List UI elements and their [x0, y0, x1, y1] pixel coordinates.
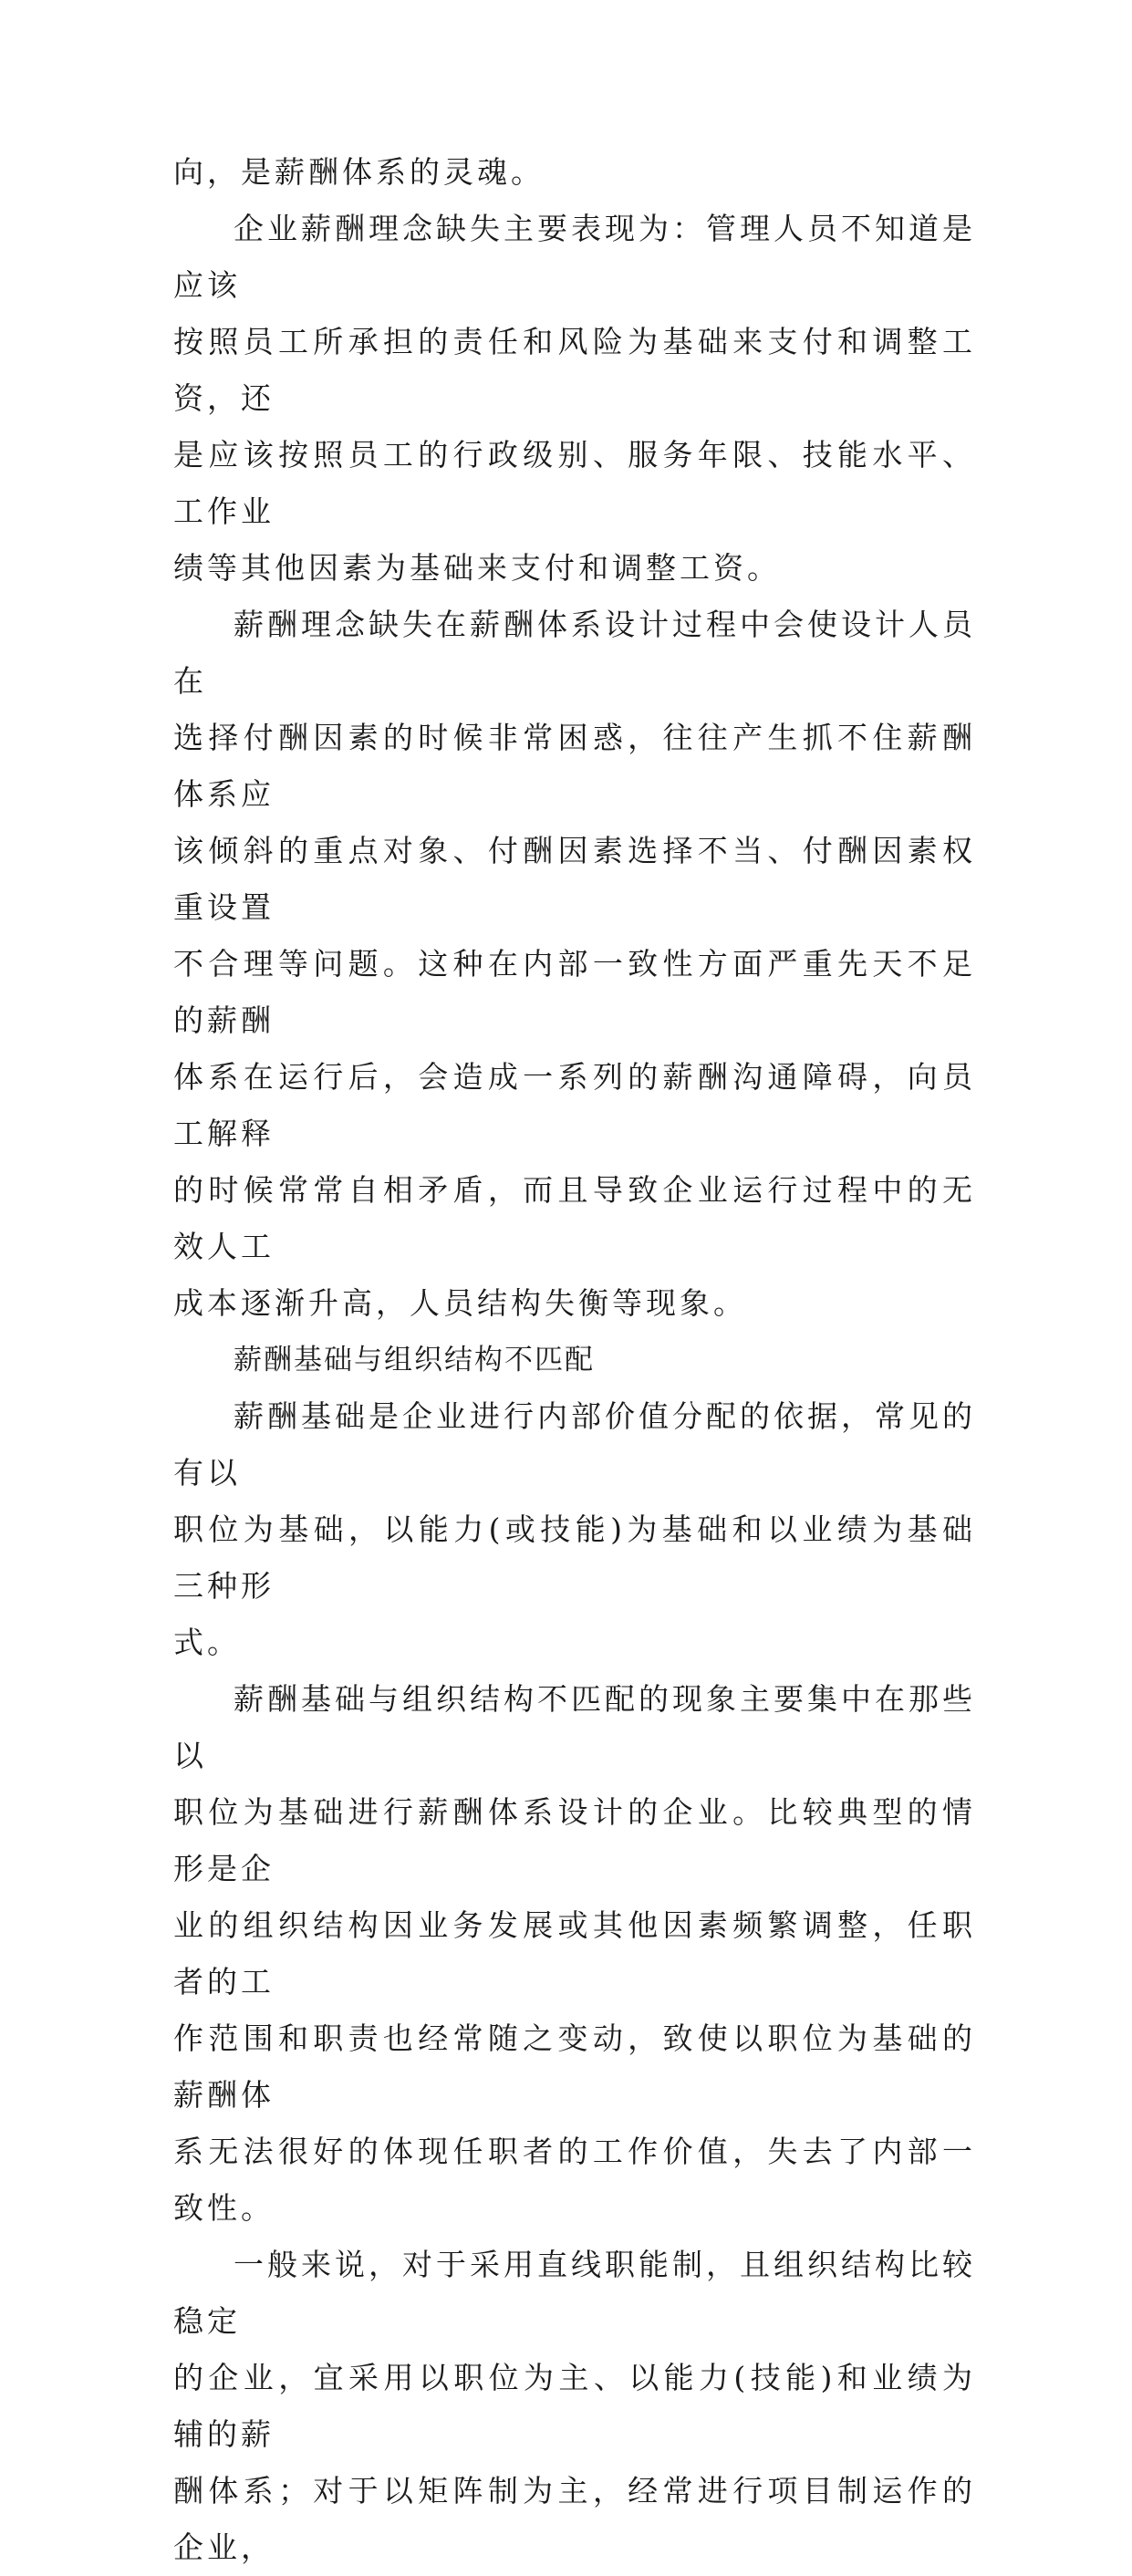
text-line: 的时候常常自相矛盾，而且导致企业运行过程中的无效人工 [173, 1172, 976, 1264]
section-heading [173, 1332, 976, 1388]
text-line: 系无法很好的体现任职者的工作价值，失去了内部一致性。 [173, 2134, 976, 2226]
paragraph [173, 201, 976, 597]
paragraph [173, 597, 976, 1332]
text-line: 薪酬基础与组织结构不匹配 [234, 1344, 595, 1376]
paragraph [173, 2237, 976, 2576]
text-line: 的企业，宜采用以职位为主、以能力(技能)和业绩为辅的薪 [173, 2360, 976, 2452]
document-body [173, 144, 976, 2576]
paragraph [173, 1388, 976, 1671]
text-line: 薪酬基础是企业进行内部价值分配的依据，常见的有以 [173, 1398, 976, 1491]
text-line: 选择付酬因素的时候非常困惑，往往产生抓不住薪酬体系应 [173, 720, 976, 812]
text-line: 不合理等问题。这种在内部一致性方面严重先天不足的薪酬 [173, 946, 976, 1038]
text-line: 向，是薪酬体系的灵魂。 [173, 154, 545, 190]
text-line: 该倾斜的重点对象、付酬因素选择不当、付酬因素权重设置 [173, 833, 976, 925]
paragraph [173, 1671, 976, 2237]
text-line: 绩等其他因素为基础来支付和调整工资。 [173, 550, 781, 586]
text-line: 作范围和职责也经常随之变动，致使以职位为基础的薪酬体 [173, 2020, 976, 2113]
text-line: 薪酬理念缺失在薪酬体系设计过程中会使设计人员在 [173, 607, 976, 699]
text-line: 式。 [173, 1625, 241, 1660]
text-line: 业的组织结构因业务发展或其他因素频繁调整，任职者的工 [173, 1907, 976, 2000]
text-line: 酬体系；对于以矩阵制为主，经常进行项目制运作的企业， [173, 2473, 976, 2565]
text-line: 体系在运行后，会造成一系列的薪酬沟通障碍，向员工解释 [173, 1059, 976, 1151]
text-line: 成本逐渐升高，人员结构失衡等现象。 [173, 1285, 747, 1321]
paragraph [173, 144, 976, 201]
text-line: 职位为基础，以能力(或技能)为基础和以业绩为基础三种形 [173, 1511, 976, 1604]
text-line: 一般来说，对于采用直线职能制，且组织结构比较稳定 [173, 2247, 976, 2339]
text-line: 职位为基础进行薪酬体系设计的企业。比较典型的情形是企 [173, 1794, 976, 1886]
text-line: 薪酬基础与组织结构不匹配的现象主要集中在那些以 [173, 1681, 976, 1773]
text-line: 企业薪酬理念缺失主要表现为：管理人员不知道是应该 [173, 211, 976, 303]
text-line: 按照员工所承担的责任和风险为基础来支付和调整工资，还 [173, 324, 976, 416]
text-line: 是应该按照员工的行政级别、服务年限、技能水平、工作业 [173, 437, 976, 529]
